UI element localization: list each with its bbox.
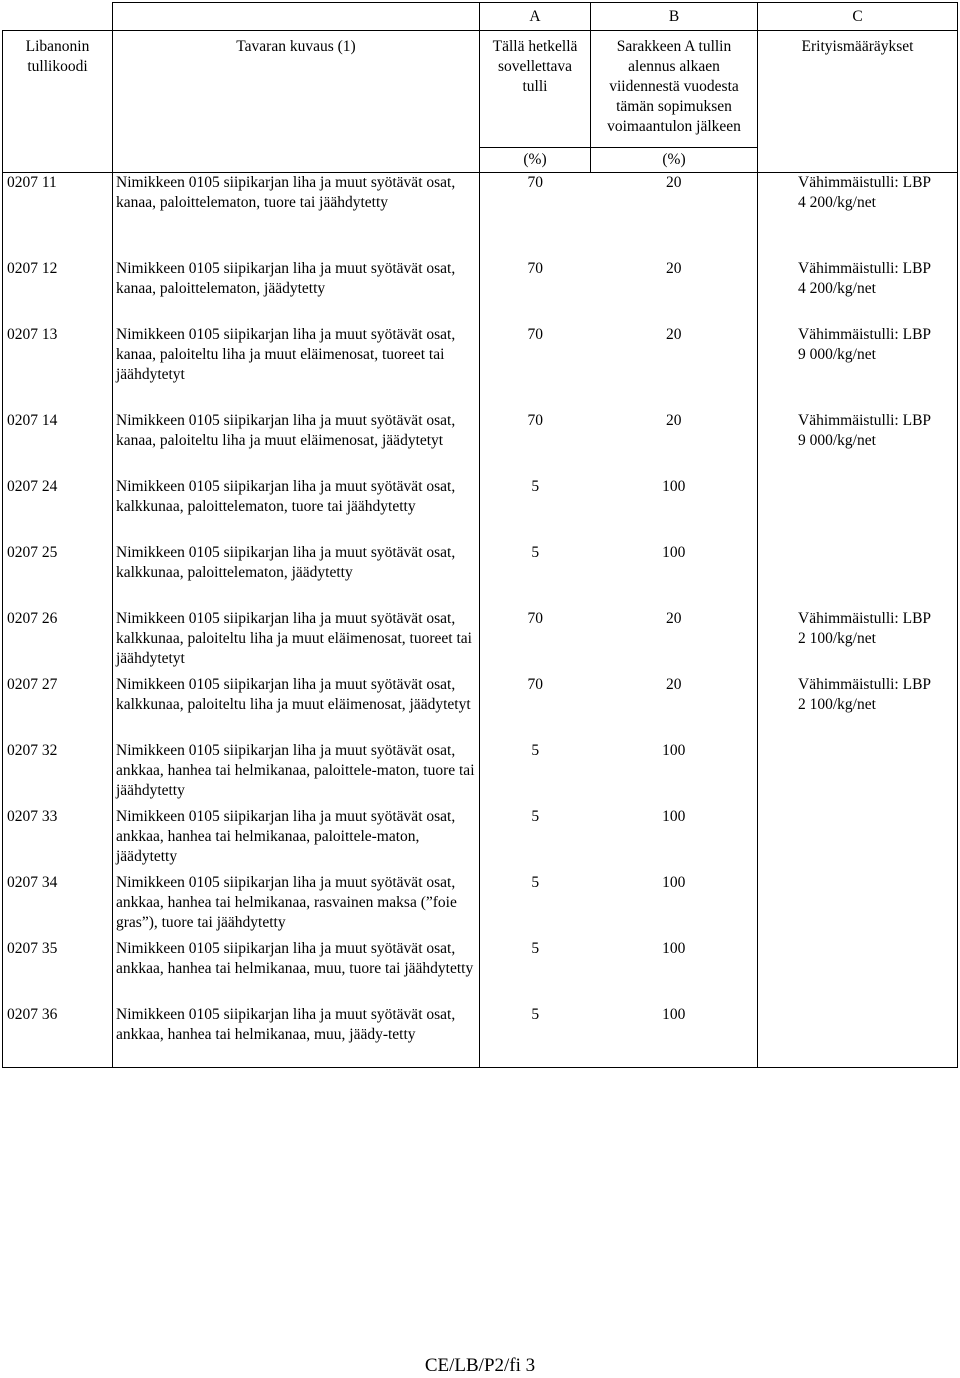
column-letter-a: A [480, 3, 591, 31]
row-code: 0207 33 [3, 807, 113, 873]
row-special [758, 173, 958, 260]
row-special [758, 325, 958, 411]
table-row [3, 411, 958, 477]
row-rate-b: 20 [666, 412, 682, 429]
special-min-duty: Vähimmäistulli: LBP [798, 174, 932, 191]
row-description: Nimikkeen 0105 siipikarjan liha ja muut syötävät osat, kalkkunaa, paloiteltu liha ja muut eläimenosat, jäädytetyt [113, 675, 480, 741]
row-rate-a: 70 [527, 676, 543, 693]
row-rate-a: 70 [527, 326, 543, 343]
row-rate-a: 5 [531, 478, 540, 495]
row-rate-b: 100 [662, 478, 686, 495]
row-special [758, 873, 958, 939]
row-rate-a: 70 [527, 260, 543, 277]
special-amount: 2 100/kg/net [798, 630, 876, 647]
table-row [3, 259, 958, 325]
row-code: 0207 27 [3, 675, 113, 741]
row-description: Nimikkeen 0105 siipikarjan liha ja muut syötävät osat, kalkkunaa, paloittelematon, tuore tai jäähdytetty [113, 477, 480, 543]
row-special [758, 477, 958, 543]
row-rate-a: 5 [531, 940, 540, 957]
header-description: Tavaran kuvaus (1) [113, 31, 480, 173]
special-amount: 4 200/kg/net [798, 280, 876, 297]
row-special [758, 543, 958, 609]
table-row [3, 543, 958, 609]
row-description: Nimikkeen 0105 siipikarjan liha ja muut syötävät osat, kanaa, paloittelematon, jäädytetty [113, 259, 480, 325]
header-col-b: Sarakkeen A tullin alennus alkaen viidennestä vuodesta tämän sopimuksen voimaantulon jälkeen [591, 31, 758, 148]
special-amount: 9 000/kg/net [798, 346, 876, 363]
row-description: Nimikkeen 0105 siipikarjan liha ja muut syötävät osat, ankkaa, hanhea tai helmikanaa, muu, jäädy-tetty [113, 1005, 480, 1068]
table-row [3, 807, 958, 873]
header-empty-cell [113, 3, 480, 31]
row-code: 0207 36 [3, 1005, 113, 1068]
column-letter-c: C [758, 3, 958, 31]
table-row [3, 939, 958, 1005]
table-row [3, 609, 958, 675]
row-special [758, 741, 958, 807]
row-code: 0207 11 [3, 173, 113, 260]
row-rate-a: 5 [531, 544, 540, 561]
row-rate-a: 5 [480, 1005, 591, 1068]
row-rate-b: 100 [662, 874, 686, 891]
row-rate-a: 5 [531, 874, 540, 891]
row-description: Nimikkeen 0105 siipikarjan liha ja muut syötävät osat, kanaa, paloittelematon, tuore tai jäähdytetty [113, 173, 480, 260]
special-amount: 9 000/kg/net [798, 432, 876, 449]
special-amount: 2 100/kg/net [798, 696, 876, 713]
table-row [3, 325, 958, 411]
table-row [3, 477, 958, 543]
row-rate-b: 20 [666, 260, 682, 277]
row-rate-b: 100 [662, 808, 686, 825]
table-row [3, 675, 958, 741]
row-rate-a: 5 [531, 808, 540, 825]
special-min-duty: Vähimmäistulli: LBP [798, 260, 932, 277]
row-special [758, 675, 958, 741]
row-description: Nimikkeen 0105 siipikarjan liha ja muut syötävät osat, ankkaa, hanhea tai helmikanaa, rasvainen maksa (”foie gras”), tuore tai jäähdytetty [113, 873, 480, 939]
special-amount: 4 200/kg/net [798, 194, 876, 211]
row-description: Nimikkeen 0105 siipikarjan liha ja muut syötävät osat, ankkaa, hanhea tai helmikanaa, paloittele-maton, jäädytetty [113, 807, 480, 873]
special-min-duty: Vähimmäistulli: LBP [798, 610, 932, 627]
row-description: Nimikkeen 0105 siipikarjan liha ja muut syötävät osat, kanaa, paloiteltu liha ja muut eläimenosat, tuoreet tai jäähdytetyt [113, 325, 480, 411]
special-min-duty: Vähimmäistulli: LBP [798, 412, 932, 429]
column-letter-b: B [591, 3, 758, 31]
special-min-duty: Vähimmäistulli: LBP [798, 676, 932, 693]
row-code: 0207 26 [3, 609, 113, 675]
row-special [758, 609, 958, 675]
row-description: Nimikkeen 0105 siipikarjan liha ja muut syötävät osat, ankkaa, hanhea tai helmikanaa, paloittele-maton, tuore tai jäähdytetty [113, 741, 480, 807]
row-rate-b: 20 [666, 610, 682, 627]
header-code: Libanonin tullikoodi [3, 31, 113, 173]
row-special [758, 939, 958, 1005]
row-rate-b: 100 [662, 544, 686, 561]
header-labels-row [3, 31, 958, 148]
header-pct-a: (%) [480, 148, 591, 173]
row-rate-b: 100 [591, 1005, 758, 1068]
row-code: 0207 13 [3, 325, 113, 411]
tariff-table [2, 2, 958, 1068]
row-code: 0207 35 [3, 939, 113, 1005]
row-code: 0207 12 [3, 259, 113, 325]
table-row [3, 741, 958, 807]
page-footer: CE/LB/P2/fi 3 [424, 1355, 536, 1376]
row-rate-a: 70 [480, 173, 591, 260]
row-rate-b: 100 [662, 742, 686, 759]
row-code: 0207 14 [3, 411, 113, 477]
table-row [3, 173, 958, 260]
row-special [758, 1005, 958, 1068]
row-rate-b: 100 [662, 940, 686, 957]
row-code: 0207 32 [3, 741, 113, 807]
row-rate-a: 70 [527, 610, 543, 627]
header-col-c: Erityismääräykset [758, 31, 958, 173]
row-code: 0207 25 [3, 543, 113, 609]
header-col-a: Tällä hetkellä sovellettava tulli [480, 31, 591, 148]
header-empty-cell [3, 3, 113, 31]
row-special [758, 259, 958, 325]
table-row [3, 873, 958, 939]
row-description: Nimikkeen 0105 siipikarjan liha ja muut syötävät osat, ankkaa, hanhea tai helmikanaa, muu, tuore tai jäähdytetty [113, 939, 480, 1005]
row-special [758, 807, 958, 873]
header-pct-b: (%) [591, 148, 758, 173]
row-description: Nimikkeen 0105 siipikarjan liha ja muut syötävät osat, kalkkunaa, paloiteltu liha ja muut eläimenosat, tuoreet tai jäähdytetyt [113, 609, 480, 675]
row-rate-a: 5 [531, 742, 540, 759]
special-min-duty: Vähimmäistulli: LBP [798, 326, 932, 343]
row-rate-a: 70 [527, 412, 543, 429]
row-code: 0207 34 [3, 873, 113, 939]
row-rate-b: 20 [666, 676, 682, 693]
header-letters-row [3, 3, 958, 31]
row-description: Nimikkeen 0105 siipikarjan liha ja muut syötävät osat, kalkkunaa, paloittelematon, jäädytetty [113, 543, 480, 609]
table-row [3, 1005, 958, 1068]
row-code: 0207 24 [3, 477, 113, 543]
row-special [758, 411, 958, 477]
row-description: Nimikkeen 0105 siipikarjan liha ja muut syötävät osat, kanaa, paloiteltu liha ja muut eläimenosat, jäädytetyt [113, 411, 480, 477]
row-rate-b: 20 [666, 326, 682, 343]
row-rate-b: 20 [591, 173, 758, 260]
